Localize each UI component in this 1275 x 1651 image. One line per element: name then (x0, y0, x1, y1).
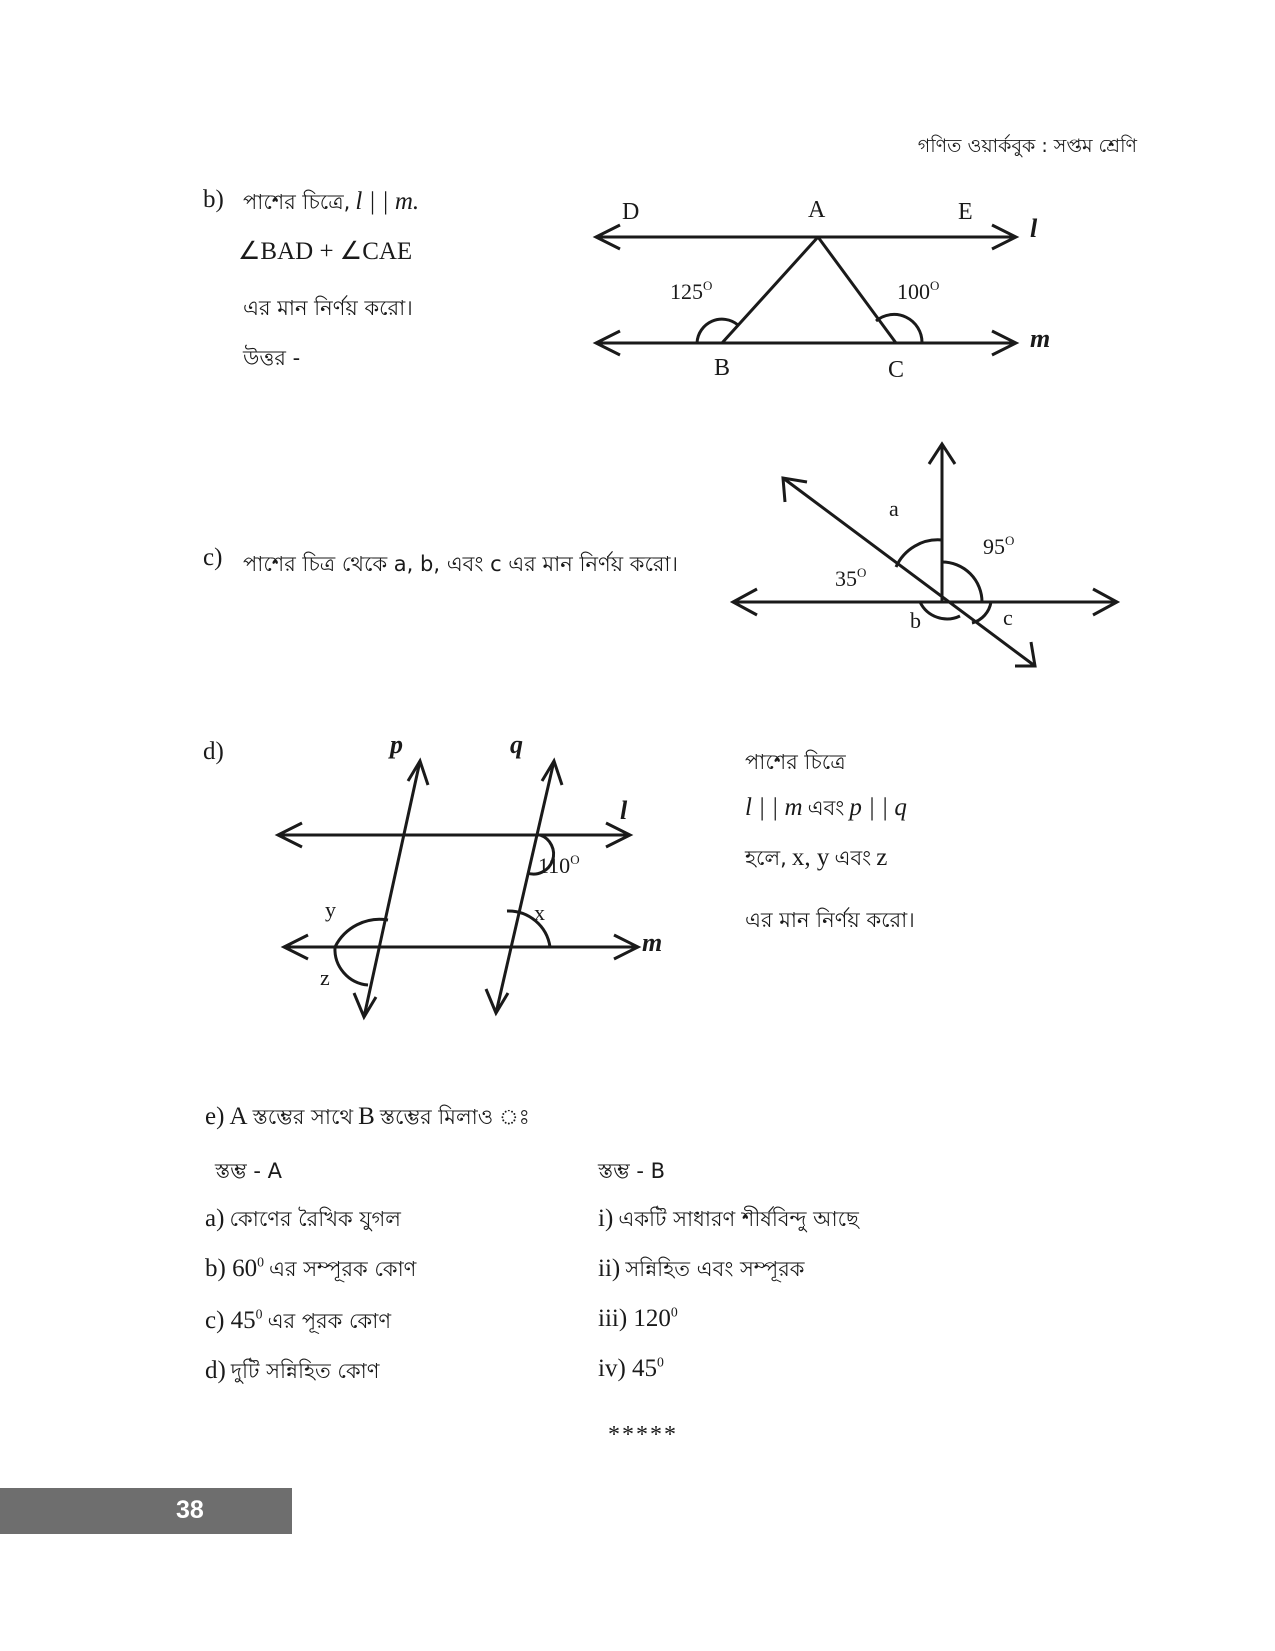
figure-b (590, 195, 1090, 395)
column-a-heading: স্তম্ভ - A (215, 1159, 282, 1183)
question-d-pq: p | | q (849, 794, 907, 821)
column-a-item (205, 1253, 416, 1288)
label-line-m-d: m (642, 928, 663, 957)
label-line-m: m (1030, 324, 1051, 353)
column-b-item (598, 1203, 859, 1238)
item-text: কোণের রৈখিক যুগল (229, 1207, 401, 1231)
question-c-text: পাশের চিত্র থেকে a, b, এবং c এর মান নির্ণয় করো। (243, 552, 679, 576)
label-line-q: q (510, 735, 523, 759)
question-d-label: d) (203, 738, 224, 765)
label-A: A (808, 197, 826, 223)
end-stars: ***** (608, 1422, 678, 1448)
label-B: B (714, 355, 731, 381)
column-b-item (598, 1305, 678, 1333)
question-e-title-mid: স্তম্ভের সাথে (252, 1105, 354, 1129)
question-d-z: z (876, 844, 888, 871)
question-d-line2 (745, 792, 907, 827)
question-d-instruction: এর মান নির্ণয় করো। (745, 908, 915, 932)
label-line-l: l (1030, 214, 1038, 243)
angle-label-35: $35^O$ (835, 565, 867, 591)
item-label: c) $45^0$ (205, 1306, 263, 1334)
item-label: a) (205, 1205, 225, 1232)
question-e-label: e) (205, 1103, 225, 1130)
item-label: iii) $120^0$ (598, 1305, 678, 1333)
label-D: D (622, 199, 640, 225)
question-d-lm: l | | m (745, 794, 803, 821)
question-d-and2: এবং (834, 846, 872, 870)
angle-label-125: $125^O$ (670, 278, 713, 304)
label-x: x (534, 900, 545, 925)
question-b-instruction: এর মান নির্ণয় করো। (243, 296, 413, 320)
column-b-item (598, 1253, 804, 1288)
question-b-label: b) (203, 186, 224, 213)
question-e-title (205, 1101, 530, 1136)
item-text: এর সম্পূরক কোণ (269, 1257, 417, 1281)
label-line-p: p (390, 735, 403, 759)
item-label: ii) (598, 1255, 621, 1282)
question-b-answer-label: উত্তর - (243, 346, 301, 370)
question-b-parallel: l | | m. (355, 188, 420, 215)
item-text: একটি সাধারণ শীর্ষবিন্দু আছে (618, 1207, 859, 1231)
column-a-item (205, 1305, 391, 1340)
question-d-line1: পাশের চিত্রে (745, 750, 846, 774)
question-e-col-a-name: A (229, 1103, 248, 1130)
angle-label-110: $110^O$ (538, 852, 580, 878)
item-text: সন্নিহিত এবং সম্পূরক (625, 1257, 805, 1281)
label-b: b (910, 608, 921, 633)
item-label: i) (598, 1205, 614, 1232)
item-label: iv) $45^0$ (598, 1355, 664, 1383)
column-a-item (205, 1203, 401, 1238)
question-e-title-end: স্তম্ভের মিলাও ঃ (379, 1105, 530, 1129)
label-c: c (1003, 605, 1013, 630)
label-line-l-d: l (620, 796, 628, 825)
item-text: দুটি সন্নিহিত কোণ (230, 1359, 380, 1383)
label-E: E (958, 199, 973, 225)
page-number: 38 (176, 1496, 204, 1524)
item-label: b) $60^0$ (205, 1254, 264, 1282)
label-a: a (889, 496, 899, 521)
item-label: d) (205, 1357, 226, 1384)
angle-label-100: $100^O$ (897, 278, 940, 304)
question-e-col-b-name: B (358, 1103, 375, 1130)
page-number-bar (0, 1488, 292, 1534)
question-b-line1 (243, 186, 419, 221)
column-b-heading: স্তম্ভ - B (598, 1159, 666, 1183)
question-d-and: এবং (807, 796, 845, 820)
column-a-item (205, 1355, 379, 1390)
label-y: y (325, 897, 336, 922)
label-z: z (320, 965, 330, 990)
question-d-if: হলে, (745, 846, 787, 870)
angle-label-95: $95^O$ (983, 533, 1015, 559)
running-header: গণিত ওয়ার্কবুক : সপ্তম শ্রেণি (917, 135, 1137, 157)
figure-c (725, 440, 1125, 680)
column-b-item (598, 1355, 664, 1383)
question-b-intro: পাশের চিত্রে, (243, 190, 351, 214)
label-C: C (888, 357, 905, 383)
question-d-xy: x, y (791, 844, 830, 871)
question-b-expression: ∠BAD + ∠CAE (238, 238, 413, 265)
item-text: এর পূরক কোণ (267, 1309, 392, 1333)
question-d-line3 (745, 842, 887, 877)
question-c-label: c) (203, 544, 223, 571)
figure-d (270, 735, 690, 1025)
